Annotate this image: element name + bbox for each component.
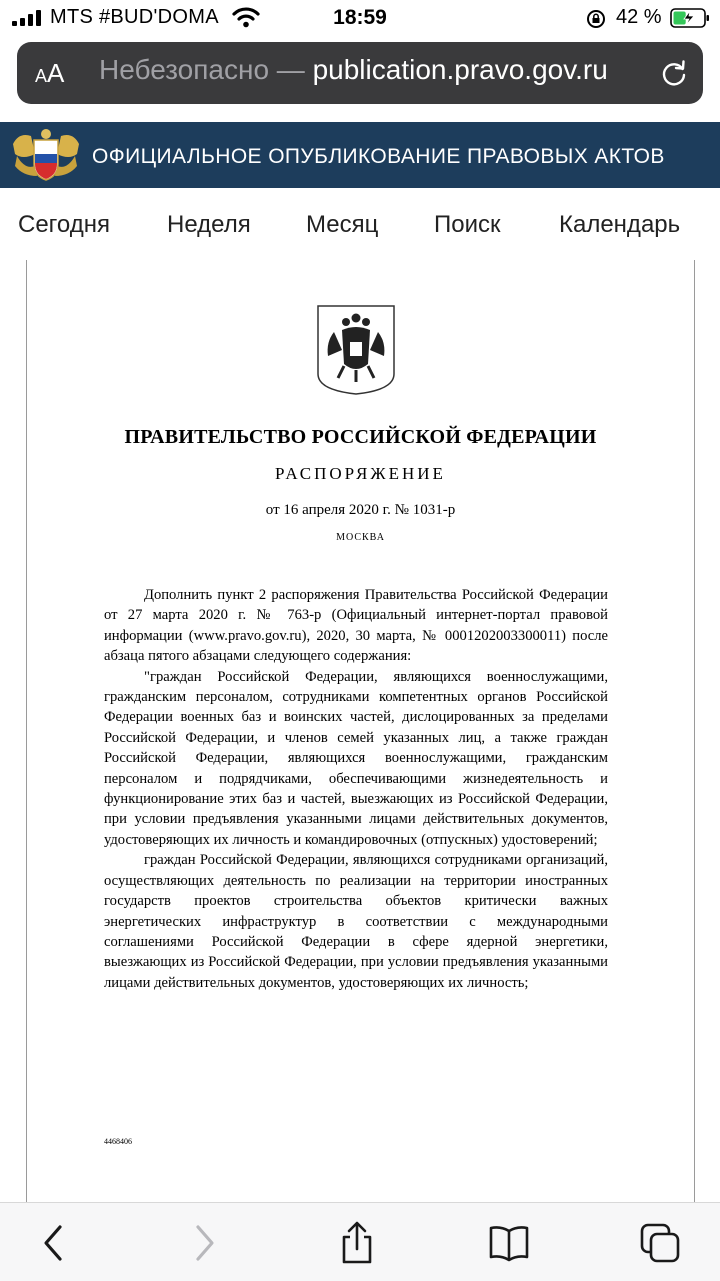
document-heading: ПРАВИТЕЛЬСТВО РОССИЙСКОЙ ФЕДЕРАЦИИ — [124, 426, 597, 448]
text-size-button[interactable]: AA — [35, 58, 65, 88]
carrier-name: MTS #BUD'DOMA — [50, 6, 219, 28]
url-host: publication.pravo.gov.ru — [312, 54, 608, 85]
document-page — [26, 260, 695, 1204]
document-city: МОСКВА — [336, 532, 385, 543]
nav-today[interactable]: Сегодня — [18, 211, 110, 238]
document-code: 4468406 — [104, 1137, 132, 1146]
nav-month[interactable]: Месяц — [306, 211, 379, 238]
bookmarks-icon[interactable] — [487, 1221, 531, 1265]
reload-icon[interactable] — [658, 57, 690, 89]
nav-week[interactable]: Неделя — [167, 211, 251, 238]
nav-calendar[interactable]: Календарь — [559, 211, 681, 238]
battery-charging-icon — [670, 8, 710, 28]
nav-search[interactable]: Поиск — [434, 211, 501, 238]
site-nav — [0, 205, 720, 247]
browser-toolbar — [0, 1202, 720, 1281]
coat-of-arms-icon — [316, 304, 396, 396]
document-paragraph: "граждан Российской Федерации, являющихся военнослужащими, гражданским персоналом, сотрудниками компетентных органов Российской Федерации военных баз и воинских частей, дислоцированных за пределами Российской Федерации, и членов семей указанных лиц, а также граждан Российской Федерации, являющихся военнослужащими, гражданским персоналом и подрядчиками, обеспечивающими жизнедеятельность и функционирование этих баз и частей, выезжающих из Российской Федерации, при условии предъявления указанными лицами действительных документов, удостоверяющих их личность и командировочных (отпускных) удостоверений; — [104, 668, 608, 848]
document-body — [104, 585, 608, 993]
document-type: РАСПОРЯЖЕНИЕ — [275, 464, 446, 483]
forward-icon[interactable] — [182, 1221, 226, 1265]
status-bar — [0, 0, 720, 38]
url-field[interactable] — [99, 54, 647, 86]
site-logo-icon[interactable] — [9, 126, 83, 184]
address-bar[interactable] — [17, 42, 703, 104]
orientation-lock-icon — [586, 9, 606, 29]
back-icon[interactable] — [32, 1221, 76, 1265]
tabs-icon[interactable] — [638, 1221, 682, 1265]
share-icon[interactable] — [335, 1221, 379, 1265]
site-title: ОФИЦИАЛЬНОЕ ОПУБЛИКОВАНИЕ ПРАВОВЫХ АКТОВ — [92, 145, 665, 168]
status-time: 18:59 — [333, 6, 387, 29]
battery-percent: 42 % — [616, 6, 662, 28]
document-paragraph: граждан Российской Федерации, являющихся сотрудниками организаций, осуществляющих деятельность по реализации на территории иностранных государств проектов строительства объектов критически важных энергетических инфраструктур в соответствии с международными соглашениями Российской Федерации в сфере ядерной энергетики, выезжающих из Российской Федерации, при условии предъявления указанными лицами действительных документов, удостоверяющих их личность; — [104, 852, 608, 991]
insecure-label: Небезопасно — — [99, 54, 305, 85]
site-header — [0, 122, 720, 188]
document-paragraph: Дополнить пункт 2 распоряжения Правительства Российской Федерации от 27 марта 2020 г. № 763-р (Официальный интернет-портал правовой информации (www.pravo.gov.ru), 2020, 30 марта, № 0001202003300011) после абзаца пятого абзацами следующего содержания: — [104, 587, 608, 665]
document-date: от 16 апреля 2020 г. № 1031-р — [265, 502, 456, 518]
